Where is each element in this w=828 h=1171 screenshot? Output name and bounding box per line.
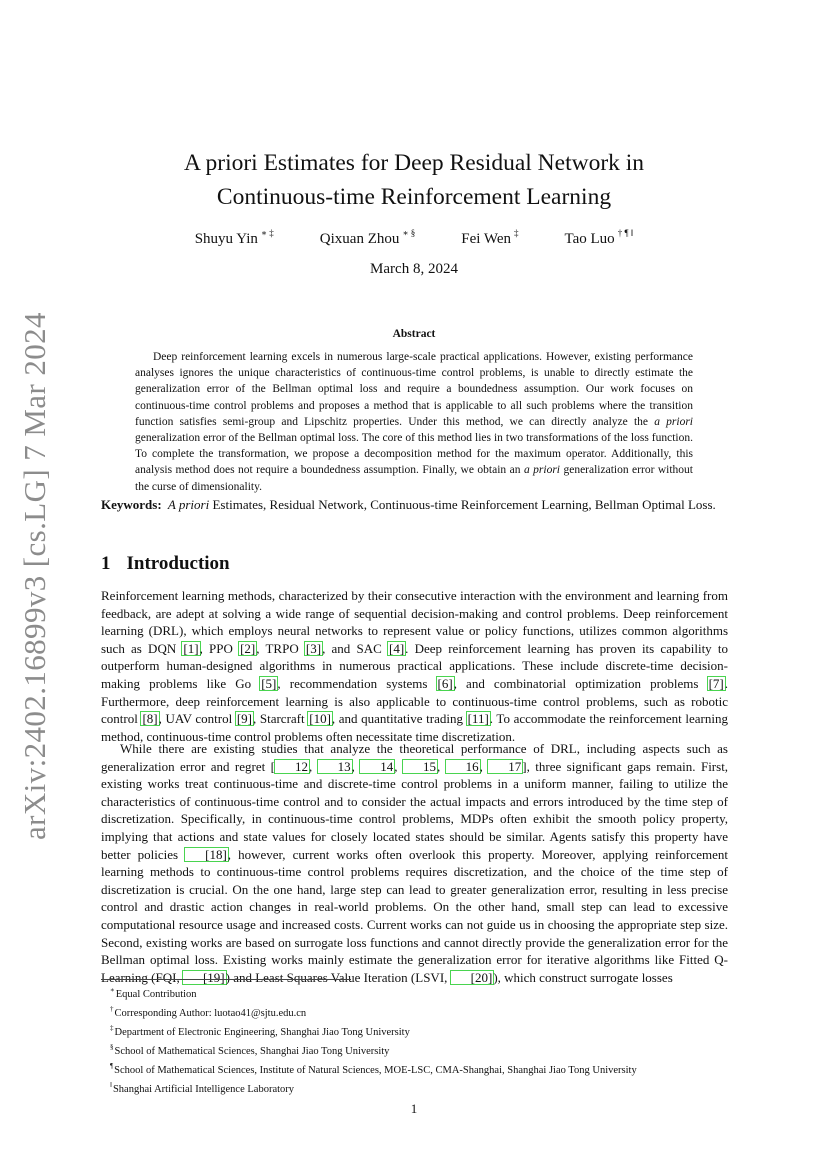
author-4 [565,228,634,248]
citation-separator: , [436,758,446,774]
footnote-rule [101,979,351,980]
body-text: , however, current works often overlook this property. Moreover, applying reinforcement learning methods to continuous-time control problems requires discretization, and the choice of the time step of discretization is crucial. On the one hand, large step can lead to greater generalization error, resulting in less precise control and drastic action changes in real-world problems. On the other hand, small step can lead to excessive computational resource usage and increased costs. Current works can not guide us in choosing the appropriate step size. Second, existing works are based on surrogate loss functions and cannot directly provide the generalization error for the Bellman optimal loss. Existing works mainly estimate the generalization error for iterative algorithms like Fitted Q-Learning (FQI, [101,846,729,985]
citation-link[interactable]: [18] [185,848,228,861]
citation-link[interactable]: [2] [240,640,256,656]
citation-link[interactable]: 12 [275,760,309,773]
citation-link[interactable]: [9] [236,711,252,727]
footnote [110,1059,637,1078]
author-name: Shuyu Yin [194,231,258,247]
footnote [110,1078,637,1097]
body-text: . Furthermore, deep reinforcement learning is also applicable to continuous-time control problems, such as robotic control [101,675,728,727]
title-line-2: Continuous-time Reinforcement Learning [216,184,612,210]
footnote-mark: † [110,1005,114,1014]
body-text: While there are existing studies that analyze the theoretical performance of DRL, including aspects such as generalization error and regret [ [101,741,728,774]
citation-link[interactable]: 13 [318,760,352,773]
section-number: 1 [101,553,111,574]
section-title: Introduction [126,553,230,574]
author-2 [320,228,415,248]
title-line-1: A priori Estimates for Deep Residual Network in [183,150,645,176]
footnote-text: Shanghai Artificial Intelligence Laboratory [112,1084,295,1096]
citation-link[interactable]: 14 [360,760,394,773]
citation-link[interactable]: [5] [261,675,277,691]
abstract-heading: Abstract [392,328,436,340]
citation-link[interactable]: [7] [708,675,724,691]
page-number: 1 [410,1101,418,1116]
abstract-emphasis: a priori [523,464,560,477]
citation-link[interactable]: 17 [488,760,522,773]
footnote-text: Equal Contribution [115,989,197,1000]
affiliation-marks: ∗ § [402,228,416,238]
body-text: , PPO [199,640,240,656]
section-heading-introduction [101,553,230,575]
body-text: Reinforcement learning methods, characterized by their consecutive interaction with the environment and learning from feedback, are adept at solving a wide range of sequential decision-making and control problems. Deep reinforcement learning (DRL), which employs neural networks to represent value or policy functions, utilizes common algorithms such as DQN [101,588,728,656]
footnote [110,1002,637,1021]
body-text: , Starcraft [252,711,309,727]
citation-link[interactable]: [1] [183,640,199,656]
footnote-text: Department of Electronic Engineering, Shanghai Jiao Tong University [114,1027,410,1039]
abstract-text: generalization error without the curse of dimensionality. [135,464,693,493]
body-text: ), which construct surrogate losses [493,969,673,985]
body-text: , and quantitative trading [331,711,467,727]
affiliation-marks: † ¶ ‖ [617,228,634,238]
body-text: ], three significant gaps remain. First, existing works treat continuous-time and discrete-time control problems in a uniform manner, failing to utilize the characteristics of continuous-time control and to consider the actual impacts and errors introduced by the time step of discretization. Specifically, in continuous-time control problems, MDPs often exhibit the smooth policy property, implying that actions and state values for closely located states should be similar. Agents satisfy this property have better policies [101,758,729,862]
body-text: , UAV control [158,711,236,727]
footnote-mark: ∗ [110,986,115,994]
footnote-text: School of Mathematical Sciences, Shanghai Jiao Tong University [114,1046,390,1058]
keywords-text: Estimates, Residual Network, Continuous-time Reinforcement Learning, Bellman Optimal Loss. [209,497,716,512]
citation-link[interactable]: 16 [446,760,480,773]
citation-separator: , [394,758,403,774]
body-text: . To accommodate the reinforcement learning method, continuous-time control problems often necessitate time discretization. [101,711,728,744]
author-list [100,228,728,248]
author-3 [461,228,518,248]
citation-separator: , [351,758,361,774]
author-name: Fei Wen [461,231,511,247]
keywords-emphasis: A priori [167,497,210,512]
intro-paragraph-1 [101,587,728,745]
publication-date: March 8, 2024 [370,261,458,277]
affiliation-marks: ‡ [514,228,519,238]
body-text: , and combinatorial optimization problems [453,675,708,691]
keywords-label: Keywords: [101,497,162,512]
author-name: Qixuan Zhou [319,231,400,247]
citation-link[interactable]: [6] [437,675,453,691]
abstract-body [135,349,693,495]
body-text: ) and Least Squares Value Iteration (LSVI, [225,969,451,985]
paper-title [100,146,728,214]
footnote-mark: ¶ [110,1062,114,1071]
citation-link[interactable]: [10] [309,711,331,727]
abstract-text: Deep reinforcement learning excels in numerous large-scale practical applications. However, existing performance analyses ignores the unique characteristics of continuous-time control problems, is unable to directly estimate the generalization error of the Bellman optimal loss and require a boundedness assumption. Our work focuses on continuous-time control problems and proposes a method that is applicable to all such problems where the transition function satisfies semi-group and Lipschitz properties. Under this method, we can directly analyze the [135,351,693,428]
footnote-text: Corresponding Author: luotao41@sjtu.edu.cn [114,1008,307,1020]
citation-link[interactable]: [3] [305,640,322,656]
citation-separator: , [479,758,489,774]
footnote [110,983,637,1002]
footnote-mark: ‖ [110,1081,112,1090]
footnote [110,1021,637,1040]
footnote [110,1040,637,1059]
footnote-mark: § [110,1043,114,1052]
footnotes [110,983,637,1098]
author-name: Tao Luo [564,231,615,247]
footnote-mark: ‡ [110,1024,114,1033]
body-text: . Deep reinforcement learning has proven its capability to outperform human-designed algorithms in numerous practical applications. These include discrete-time decision-making problems like Go [101,640,728,691]
citation-link[interactable]: [4] [388,640,405,656]
abstract-emphasis: a priori [654,415,693,428]
author-1 [195,228,274,248]
arxiv-identifier-stamp: arXiv:2402.16899v3 [cs.LG] 7 Mar 2024 [17,312,52,840]
citation-link[interactable]: [20] [451,971,494,984]
citation-separator: , [308,758,318,774]
footnote-text: School of Mathematical Sciences, Institute of Natural Sciences, MOE-LSC, CMA-Shanghai, Shanghai Jiao Tong University [114,1065,637,1077]
citation-link[interactable]: [8] [142,711,158,727]
abstract-text: generalization error of the Bellman optimal loss. The core of this method lies in two transformations of the loss function. To complete the transformation, we propose a decomposition method for the maximum operator. Additionally, this analysis method does not require a boundedness assumption. Finally, we obtain an [135,432,693,477]
body-text: , recommendation systems [277,675,437,691]
citation-link[interactable]: [19] [183,971,226,984]
citation-link[interactable]: [11] [467,711,489,727]
body-text: , TRPO [256,640,305,656]
keywords [101,496,728,514]
affiliation-marks: ∗ ‡ [260,228,274,238]
citation-link[interactable]: 15 [403,760,437,773]
body-text: , and SAC [322,640,388,656]
intro-paragraph-2 [101,740,728,986]
